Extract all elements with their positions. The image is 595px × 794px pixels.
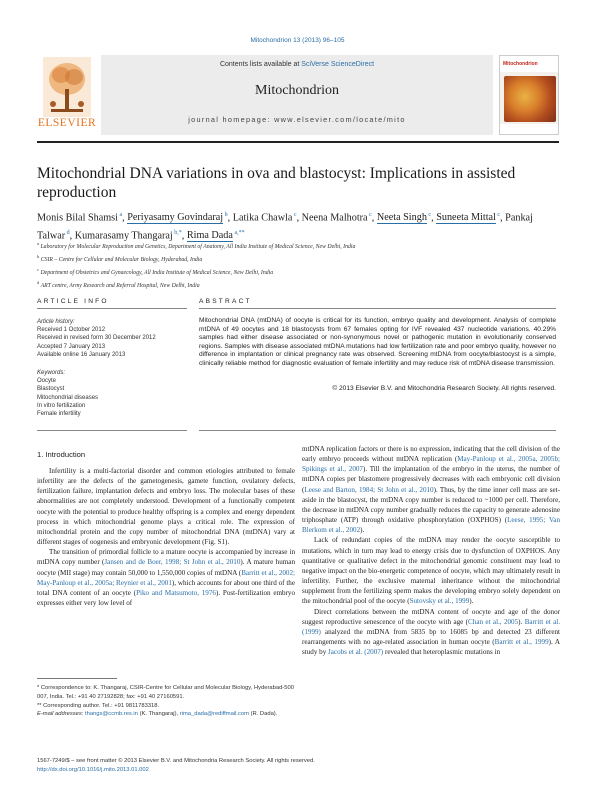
- keyword: In vitro fertilization: [37, 402, 86, 409]
- email-link[interactable]: rima_dada@rediffmail.com: [179, 711, 249, 718]
- author[interactable]: Suneeta Mittal: [436, 212, 496, 224]
- journal-citation[interactable]: Mitochondrion 13 (2013) 96–105: [250, 37, 345, 44]
- keyword: Blastocyst: [37, 386, 65, 393]
- text-run: analyzed the mtDNA from 5835 bp to 16085 bp and detected 23 different rearrangements with no age-related association in human oocyte (: [302, 627, 560, 646]
- contents-line: [101, 61, 493, 68]
- homepage-link[interactable]: www.elsevier.com/locate/mito: [274, 115, 406, 124]
- affiliation-text: Department of Obstetrics and Gynaecology, All India Institute of Medical Science, New Delhi, India: [39, 269, 274, 276]
- author-affiliation-marker[interactable]: c: [367, 212, 372, 218]
- footnotes: [37, 684, 295, 719]
- body-paragraph: [302, 607, 560, 658]
- citation-link[interactable]: Barritt et al., 2002; May-Panloup et al., 2005a; Reynier et al., 2001: [37, 568, 295, 587]
- text-run: ). A study by: [302, 637, 560, 657]
- author[interactable]: Periyasamy Govindaraj: [127, 212, 224, 224]
- keywords-label: Keywords:: [37, 370, 66, 377]
- author[interactable]: Rima Dada: [186, 230, 233, 242]
- body-paragraph: Infertility is a multi-factorial disorder and common etiologies attributed to female infertility are the defects of the gametogenesis, gamete function, ovulatory defects, fertilization failure, implantation defects and embryo loss. The molecular bases of these abnormalities are not completely understood. Development of a functionally competent oocyte with the potential to produce healthy offspring is a complex and energy dependent process in which mitochondrial genome plays a critical role. The expression of mitochondrial protein and the copy number of mitochondrial DNA (mtDNA) vary at different stages of oogenesis and embryonic development (Fig. S1).: [37, 467, 295, 547]
- author[interactable]: Monis Bilal Shamsi: [37, 212, 118, 224]
- abstract-bottom-rule: [199, 430, 556, 431]
- body-paragraph: [37, 547, 295, 608]
- citation-link[interactable]: Barritt et al., 1999: [494, 637, 549, 646]
- author-affiliation-marker[interactable]: a: [117, 212, 123, 218]
- footnote-emails: [37, 710, 295, 719]
- author[interactable]: Pankaj Talwar: [37, 212, 533, 242]
- sciencedirect-link[interactable]: SciVerse ScienceDirect: [301, 61, 375, 68]
- author-affiliation-marker[interactable]: d: [65, 229, 70, 236]
- citation-link[interactable]: Barritt et al. (1999): [302, 617, 560, 636]
- abstract-copyright: © 2013 Elsevier B.V. and Mitochondria Research Society. All rights reserved.: [332, 385, 556, 392]
- affiliation: [37, 239, 559, 252]
- keyword: Oocyte: [37, 378, 57, 385]
- text-run: Lack of redundant copies of the mtDNA may render the oocyte susceptible to mutations, which in turn may lead to energy crisis due to dysfunction of OXPHOS. Any quantitative or qualitative defect in the mitochondrial genomic constituent may lead to negative impact on the bio-energetic competence of oocyte, which may ultimately result in infertility. Further, the exclusive maternal inheritance without the mitochondrial supplement from the fertilizing sperm makes the developing embryo solely dependent on the mitochondrial pool of the oocyte (: [302, 536, 560, 606]
- author-affiliation-marker[interactable]: c: [292, 212, 297, 218]
- info-rule: [37, 308, 187, 309]
- journal-homepage: [101, 115, 493, 124]
- citation-link[interactable]: May-Panloup et al., 2005a, 2005b; Spikings et al., 2007: [302, 455, 560, 474]
- affiliation-marker: a: [37, 241, 39, 246]
- history-label: Article history:: [37, 319, 75, 325]
- article-title: Mitochondrial DNA variations in ova and blastocyst: Implications in assisted reproduction: [37, 165, 516, 201]
- author[interactable]: Latika Chawla: [232, 212, 293, 224]
- header-rule: [37, 141, 559, 143]
- body-right-column: [302, 444, 560, 657]
- affiliation-text: Laboratory for Molecular Reproduction and Genetics, Department of Anatomy, All India Institute of Medical Science, New Delhi, India: [39, 243, 356, 250]
- body-left-column: [37, 466, 295, 608]
- affiliation-list: [37, 239, 559, 291]
- citation-link[interactable]: Jacobs et al. (2007): [328, 648, 384, 657]
- author[interactable]: Kumarasamy Thangaraj: [74, 230, 173, 242]
- history-item: Received 1 October 2012: [37, 327, 106, 334]
- abstract-text: Mitochondrial DNA (mtDNA) of oocyte is critical for its function, embryo quality and development. Analysis of complete mtDNA of 49 oocytes and 18 blastocysts from 67 females opting for IVF revealed 437 nucleotide variations. 40.29% samples had either disease associated or non-synonymous novel or pathogenic mutation in evolutionarily conserved regions. Samples with disease associated mtDNA mutations had low fertilization rate and poor embryo quality, however no difference in implantation or clinical pregnancy rate was observed. Screening mtDNA from oocyte/blastocyst is a simple, clinically reliable method for diagnostic evaluation of female infertility and may reduce risk of mtDNA disease transmission.: [199, 317, 556, 367]
- text-run: ). Till the implantation of the embryo in the uterus, the number of mtDNA copies per blastomere progressively decreases with each embryonic cell division (: [302, 465, 560, 494]
- author[interactable]: Neeta Singh: [376, 212, 427, 224]
- publisher-name: ELSEVIER: [37, 117, 97, 129]
- text-run: ).: [360, 526, 365, 535]
- cover-title: Mitochondrion: [503, 61, 538, 67]
- text-run: revealed that heteroplasmic mutations in: [383, 648, 500, 657]
- author-affiliation-marker[interactable]: b: [223, 212, 228, 218]
- history-item: Accepted 7 January 2013: [37, 343, 106, 350]
- cover-image: [504, 76, 556, 122]
- affiliation: [37, 265, 559, 278]
- front-matter-line: 1567-7249/$ – see front matter © 2013 Elsevier B.V. and Mitochondria Research Society. All rights reserved.: [37, 758, 315, 764]
- affiliation-text: CSIR – Centre for Cellular and Molecular Biology, Hyderabad, India: [39, 256, 203, 263]
- text-run: ). Post-fertilization embryo expresses either very low level of: [37, 588, 296, 608]
- keyword: Female infertility: [37, 411, 81, 418]
- text-run: ). A mature human oocyte (MII stage) may contain 50,000 to 1,550,000 copies of mtDNA (: [37, 558, 295, 577]
- cover-bottom: [500, 124, 558, 134]
- citation-link[interactable]: Piko and Matsumoto, 1976: [136, 588, 216, 597]
- author-list: Monis Bilal Shamsi $^a$, Periyasamy Govindaraj $^b$, Latika Chawla $^c$, Neena Malhotra $^c$, Neeta Singh $^c$, Suneeta Mittal $^c$, Pankaj Talwar $^d$, Kumarasamy Thangaraj $^{b,*}$, Rima Dada $^{a,**}$: [37, 212, 533, 242]
- text-run: ), which accounts for about one third of the total DNA content of an oocyte (: [37, 578, 295, 597]
- journal-header: [37, 55, 559, 137]
- contents-prefix: Contents lists available at: [219, 61, 302, 68]
- text-run: ). Thus, by the time inner cell mass are set-aside in the blastocyst, the mtDNA copy number is reduced to ~1000 per cell. Therefore, the decrease in mtDNA copy number gradually reduces the capacity to generate adenosine triphosphate (ATP) through oxidative phosphorylation (OXPHOS) (: [302, 485, 561, 525]
- introduction-heading: 1. Introduction: [37, 450, 86, 459]
- author-affiliation-marker[interactable]: a,**: [232, 229, 245, 236]
- history-item: Available online 16 January 2013: [37, 351, 126, 358]
- text-run: mtDNA replication factors or there is no expression, indicating that the cell division of the early embryo proceeds without mtDNA replication (: [302, 445, 560, 464]
- affiliation: [37, 278, 559, 291]
- article-info-heading: ARTICLE INFO: [37, 298, 109, 305]
- email-label: E-mail addresses:: [37, 711, 86, 718]
- text-run: Direct correlations between the mtDNA content of oocyte and age of the donor suggest reproductive senescence of the oocyte with age (: [302, 607, 560, 626]
- footnote-corresponding-author: ** Corresponding author. Tel.: +91 9811783318.: [37, 702, 160, 709]
- history-item: Received in revised form 30 December 2012: [37, 335, 156, 342]
- homepage-prefix: journal homepage:: [188, 115, 275, 124]
- elsevier-logo: [37, 55, 97, 135]
- affiliation-marker: b: [37, 253, 40, 259]
- affiliation: [37, 252, 559, 265]
- affiliation-marker: c: [37, 266, 39, 272]
- body-paragraph: [302, 535, 560, 606]
- author-affiliation-marker[interactable]: c: [426, 212, 432, 218]
- affiliation-text: ART centre, Army Research and Referral Hospital, New Delhi, India: [39, 282, 200, 289]
- body-paragraph: [302, 444, 560, 535]
- abstract-heading: ABSTRACT: [199, 298, 252, 305]
- footnote-correspondence: * Correspondence to: K. Thangaraj, CSIR-Centre for Cellular and Molecular Biology, Hyderabad-500 007, India. Tel.: +91 40 27192828; fax: +91 40 27160591.: [37, 685, 294, 700]
- elsevier-tree-icon: [43, 57, 91, 117]
- citation-link[interactable]: Chan et al., 2005: [468, 617, 519, 626]
- text-run: (K. Thangaraj),: [137, 711, 180, 718]
- email-link[interactable]: thangs@ccmb.res.in: [85, 711, 138, 718]
- text-run: ).: [518, 617, 525, 626]
- citation-link[interactable]: Jansen and de Boer, 1998; St John et al., 2010: [104, 558, 241, 567]
- citation-link[interactable]: Leese and Barton, 1984; St John et al., 2010: [304, 485, 434, 494]
- doi-link[interactable]: http://dx.doi.org/10.1016/j.mito.2013.01.002: [37, 766, 149, 773]
- author-affiliation-marker[interactable]: c: [495, 212, 501, 218]
- text-run: The transition of primordial follicle to a mature oocyte is accompanied by increase in mtDNA copy number (: [37, 548, 295, 567]
- text-run: (R. Dada).: [248, 711, 278, 718]
- contents-box: [101, 55, 493, 135]
- journal-title: Mitochondrion: [255, 83, 339, 98]
- citation-link[interactable]: Leese, 1995; Van Blerkom et al., 2002: [302, 516, 560, 535]
- author[interactable]: Neena Malhotra: [301, 212, 368, 224]
- affiliation-marker: d: [37, 279, 40, 285]
- article-info: [37, 318, 187, 418]
- abstract-rule: [199, 308, 556, 309]
- citation-link[interactable]: Sutovsky et al., 1999: [409, 597, 470, 606]
- footnote-rule: [37, 678, 117, 679]
- info-bottom-rule: [37, 430, 187, 431]
- journal-cover: [499, 55, 559, 135]
- author-affiliation-marker[interactable]: b,*: [172, 229, 182, 236]
- keyword: Mitochondrial diseases: [37, 394, 99, 401]
- front-matter-footer: [37, 757, 457, 774]
- text-run: ).: [469, 597, 474, 606]
